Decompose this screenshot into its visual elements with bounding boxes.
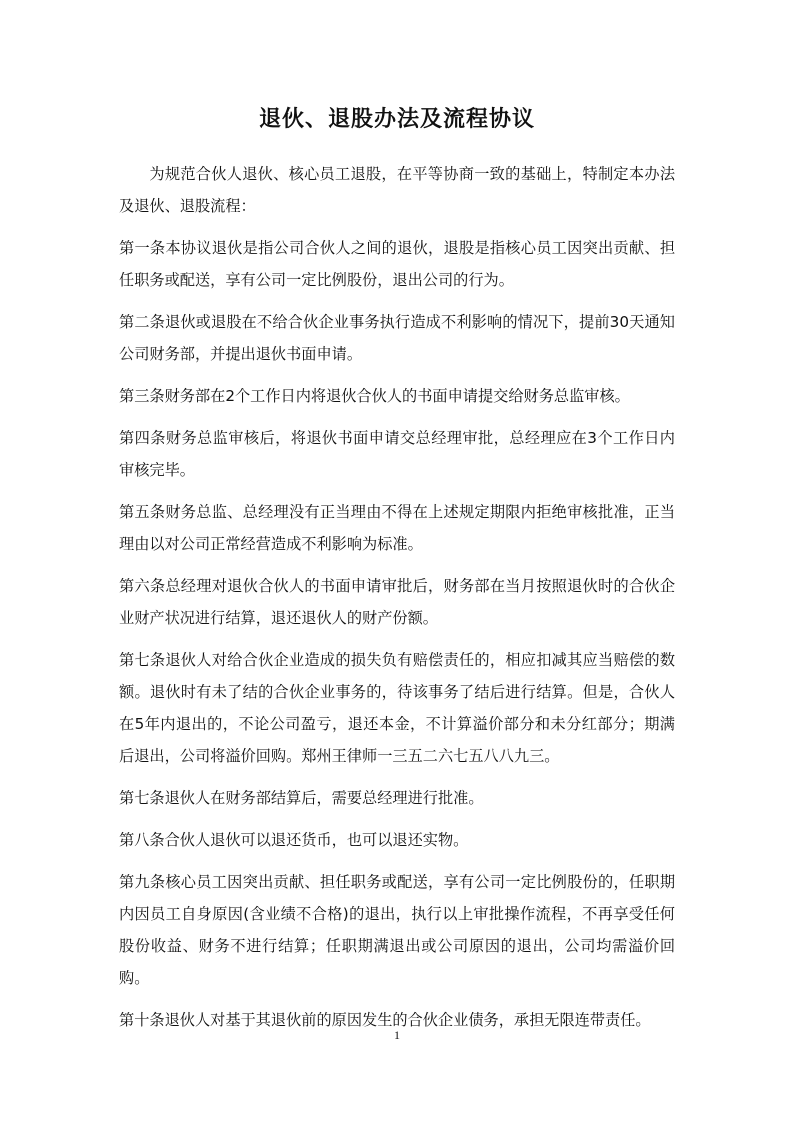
article-6-paragraph: 第六条总经理对退伙合伙人的书面申请审批后，财务部在当月按照退伙时的合伙企业财产状况进行结算，退还退伙人的财产份额。 — [119, 577, 675, 627]
article-2-paragraph: 第二条退伙或退股在不给合伙企业事务执行造成不利影响的情况下，提前30天通知公司财务部，并提出退伙书面申请。 — [119, 313, 675, 363]
article-5-paragraph: 第五条财务总监、总经理没有正当理由不得在上述规定期限内拒绝审核批准，正当理由以对公司正常经营造成不利影响为标准。 — [119, 503, 675, 553]
article-7b-paragraph: 第七条退伙人在财务部结算后，需要总经理进行批准。 — [119, 789, 484, 807]
article-8-paragraph: 第八条合伙人退伙可以退还货币，也可以退还实物。 — [119, 831, 469, 849]
article-3-paragraph: 第三条财务部在2个工作日内将退伙合伙人的书面申请提交给财务总监审核。 — [119, 387, 630, 405]
article-10-paragraph: 第十条退伙人对基于其退伙前的原因发生的合伙企业债务，承担无限连带责任。 — [119, 1011, 651, 1029]
document-title: 退伙、退股办法及流程协议 — [258, 106, 535, 132]
article-7-paragraph: 第七条退伙人对给合伙企业造成的损失负有赔偿责任的，相应扣减其应当赔偿的数额。退伙时有未了结的合伙企业事务的，待该事务了结后进行结算。但是，合伙人在5年内退出的，不论公司盈亏，退还本金，不计算溢价部分和未分红部分；期满后退出，公司将溢价回购。郑州王律师一三五二六七五八八九三。 — [119, 651, 675, 765]
article-9-paragraph: 第九条核心员工因突出贡献、担任职务或配送，享有公司一定比例股份的，任职期内因员工自身原因(含业绩不合格)的退出，执行以上审批操作流程，不再享受任何股份收益、财务不进行结算；任职期满退出或公司原因的退出，公司均需溢价回购。 — [119, 873, 675, 987]
article-1-paragraph: 第一条本协议退伙是指公司合伙人之间的退伙，退股是指核心员工因突出贡献、担任职务或配送，享有公司一定比例股份，退出公司的行为。 — [119, 239, 675, 289]
page-number: 1 — [394, 1028, 400, 1042]
article-4-paragraph: 第四条财务总监审核后，将退伙书面申请交总经理审批，总经理应在3个工作日内审核完毕。 — [119, 429, 675, 479]
document-body — [119, 158, 675, 1046]
intro-paragraph: 为规范合伙人退伙、核心员工退股，在平等协商一致的基础上，特制定本办法及退伙、退股流程： — [119, 165, 675, 215]
